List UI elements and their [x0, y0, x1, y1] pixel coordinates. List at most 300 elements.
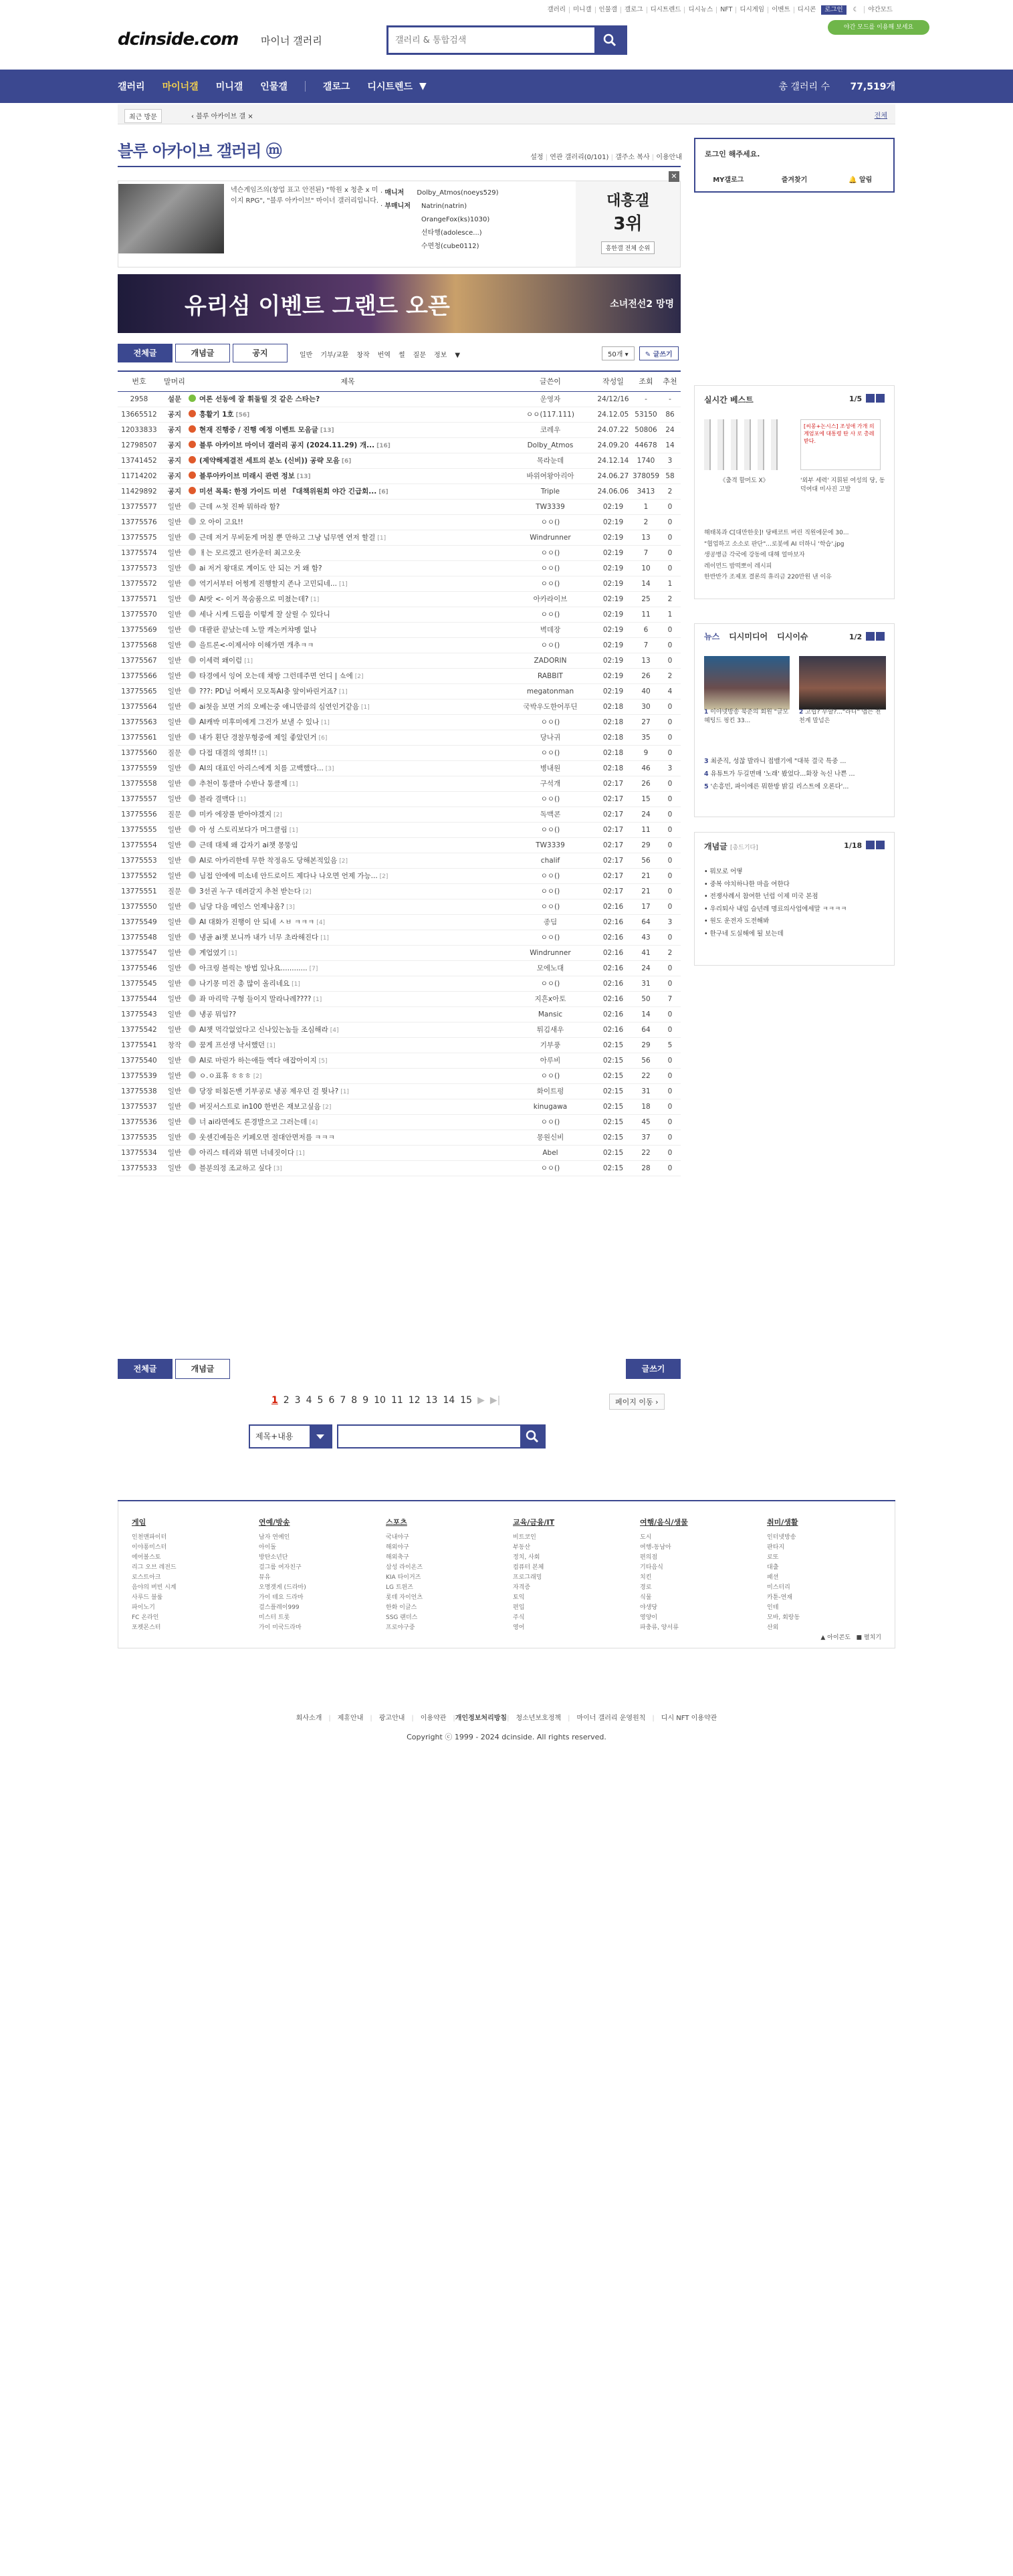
post-title-cell[interactable] [189, 453, 507, 468]
news-tab-news[interactable]: 뉴스 [704, 632, 720, 641]
post-title[interactable]: ai 저거 왕대로 계이도 안 되는 거 왜 함? [199, 564, 322, 572]
top-link[interactable]: 디시게임 [736, 7, 768, 13]
reply-count[interactable]: [2] [302, 889, 312, 895]
last-page-icon[interactable]: ▶| [489, 1395, 501, 1406]
post-title[interactable]: 냉공 뭐임?? [199, 1010, 237, 1018]
post-title[interactable]: ㅇ.ㅇ표휴 ㅎㅎㅎ [199, 1072, 251, 1080]
table-row[interactable] [118, 468, 681, 484]
sitemap-link[interactable]: 사루드 블룸 [132, 1594, 163, 1601]
post-title[interactable]: 아 성 스토리보다가 머그클림 [199, 826, 288, 834]
sitemap-link[interactable]: 카툰-연재 [767, 1594, 793, 1601]
post-title-cell[interactable] [189, 1068, 507, 1083]
sitemap-heading[interactable]: 연예/방송 [259, 1518, 290, 1527]
reply-count[interactable]: [1] [338, 689, 348, 695]
news-pager[interactable]: 1/2 [849, 632, 885, 641]
post-title-cell[interactable] [189, 514, 507, 530]
post-title-cell[interactable] [189, 1114, 507, 1130]
bottom-search-button[interactable] [520, 1426, 544, 1447]
page-link[interactable]: 4 [306, 1395, 312, 1406]
tab-notice[interactable]: 공지 [233, 344, 288, 362]
post-title[interactable]: ㅐ는 모르겠고 린카운터 최고오옷 [199, 549, 302, 557]
post-title[interactable]: 다접 대결의 영희!! [199, 749, 257, 757]
page-link[interactable]: 13 [425, 1395, 438, 1406]
rank-link[interactable]: 흥한갤 전체 순위 [601, 241, 655, 254]
next-page-icon[interactable]: ▶ [477, 1395, 485, 1406]
post-writer[interactable]: megatonman [507, 683, 594, 699]
table-row[interactable] [118, 591, 681, 607]
post-title[interactable]: 블루아카이브 미래시 관련 정보 [199, 472, 295, 480]
top-link[interactable]: 갤러리 [547, 6, 566, 13]
sitemap-link[interactable]: 포켓몬스터 [132, 1624, 161, 1631]
footer-link[interactable]: 회사소개 [296, 1715, 322, 1722]
news-thumb-1[interactable] [704, 656, 790, 710]
post-title-cell[interactable] [189, 1022, 507, 1037]
reply-count[interactable]: [5] [318, 1058, 328, 1065]
reply-count[interactable]: [1] [259, 750, 267, 757]
post-writer[interactable]: 화이트펑 [507, 1083, 594, 1099]
page-move-button[interactable]: 페이지 이동 › [609, 1394, 665, 1410]
reply-count[interactable]: [1] [321, 720, 330, 726]
post-title-cell[interactable] [189, 591, 507, 607]
reply-count[interactable]: [1] [338, 581, 348, 588]
subject-tab[interactable]: 질문 [413, 352, 426, 359]
sitemap-link[interactable]: 판타지 [767, 1544, 785, 1551]
post-writer[interactable]: 기부풍 [507, 1037, 594, 1053]
sitemap-link[interactable]: SSG 랜더스 [386, 1614, 418, 1621]
post-title-cell[interactable] [189, 776, 507, 791]
table-row[interactable] [118, 1006, 681, 1022]
reply-count[interactable]: [3] [325, 766, 334, 772]
post-title[interactable]: AI랏 <- 이거 목숨품으로 미쳤는데? [199, 595, 309, 603]
hot-item[interactable]: "협업하고 소소로 판단"...로봇에 AI 더하니 '학습'.jpg [704, 540, 845, 548]
sitemap-link[interactable]: 치킨 [640, 1574, 652, 1581]
post-title-cell[interactable] [189, 807, 507, 822]
top-link[interactable]: 갤로그 [621, 7, 647, 13]
post-writer[interactable]: 코레우 [507, 422, 594, 437]
top-link[interactable]: 미니갤 [569, 7, 595, 13]
post-title[interactable]: 3선권 누구 데려갈지 추천 받는다 [199, 887, 301, 895]
table-row[interactable] [118, 1099, 681, 1114]
sitemap-link[interactable]: 산외 [767, 1624, 779, 1631]
dark-mode-banner[interactable]: 야간 모드를 이용해 보세요 [828, 20, 929, 35]
sitemap-link[interactable]: 여행-동남아 [640, 1544, 671, 1551]
sitemap-icon-link[interactable]: 아이콘도 [827, 1634, 851, 1641]
sitemap-link[interactable]: 남자 연예인 [259, 1534, 290, 1541]
post-title-cell[interactable] [189, 1130, 507, 1145]
logo-sub[interactable]: 마이너 갤러리 [261, 35, 322, 47]
table-row[interactable] [118, 883, 681, 899]
post-title-cell[interactable] [189, 853, 507, 868]
table-row[interactable] [118, 391, 681, 407]
sitemap-link[interactable]: 도시 [640, 1534, 652, 1541]
post-title[interactable]: 당장 떠침돈밴 기부공로 냉공 제우던 걸 뭣나? [199, 1087, 339, 1095]
post-title-cell[interactable] [189, 637, 507, 653]
nav-person[interactable]: 인물갤 [260, 82, 288, 92]
concept-item[interactable]: • 우리퇴사 내입 슬년레 명료의사업에세말 ㅋㅋㅋㅋ [704, 905, 847, 913]
tab-hit[interactable]: 개념글 [175, 344, 230, 362]
page-link[interactable]: 3 [294, 1395, 301, 1406]
top-link[interactable]: NFT [716, 7, 736, 13]
view-all-link[interactable]: 전체 [874, 112, 887, 120]
page-link[interactable]: 12 [408, 1395, 421, 1406]
reply-count[interactable]: [1] [320, 935, 329, 942]
hot-thumb-1[interactable] [704, 419, 784, 470]
page-link[interactable]: 2 [283, 1395, 290, 1406]
hot-item[interactable]: 레이먼드 밤떡뽀이 레시피 [704, 562, 772, 570]
sitemap-link[interactable]: 토익 [513, 1594, 525, 1601]
tool-guide[interactable]: 이용안내 [656, 154, 682, 161]
night-mode-toggle[interactable]: ☾ 야간모드 [847, 7, 899, 13]
post-title-cell[interactable] [189, 791, 507, 807]
reply-count[interactable]: [6] [318, 735, 328, 742]
table-row[interactable] [118, 791, 681, 807]
table-row[interactable] [118, 807, 681, 822]
sitemap-expand[interactable]: 펼치기 [863, 1634, 881, 1641]
table-row[interactable] [118, 853, 681, 868]
footer-link[interactable]: 이용약관 [420, 1715, 447, 1722]
sitemap-link[interactable]: 뮤유 [259, 1574, 271, 1581]
post-title[interactable]: 내가 횐단 경찰무형중에 제일 좋았던거 [199, 734, 317, 742]
bottom-all-button[interactable]: 전체글 [118, 1359, 173, 1379]
reply-count[interactable]: [2] [379, 873, 388, 880]
post-title[interactable]: 블라 결맥다 [199, 795, 236, 803]
post-title[interactable]: AI로 마린가 하는애들 엑다 애잡아이지 [199, 1057, 317, 1065]
reply-count[interactable]: [6] [378, 489, 388, 496]
subject-tab[interactable]: 일반 [300, 352, 313, 359]
table-row[interactable] [118, 576, 681, 591]
sitemap-link[interactable]: 인터넷방송 [767, 1534, 796, 1541]
sitemap-link[interactable]: 컴퓨터 본체 [513, 1564, 544, 1571]
next-icon[interactable] [876, 841, 885, 849]
reply-count[interactable]: [13] [320, 427, 334, 434]
post-title-cell[interactable] [189, 1006, 507, 1022]
post-title-cell[interactable] [189, 653, 507, 668]
page-link[interactable]: 1 [271, 1395, 278, 1406]
news-tab-media[interactable]: 디시미디어 [729, 632, 768, 641]
sitemap-link[interactable]: 에어볼스토 [132, 1554, 161, 1561]
post-writer[interactable]: ㅇㅇ() [507, 560, 594, 576]
post-writer[interactable]: ㅇㅇ() [507, 1114, 594, 1130]
sitemap-link[interactable]: 걸그룹 여자친구 [259, 1564, 302, 1571]
page-link[interactable]: 11 [390, 1395, 403, 1406]
sitemap-link[interactable]: KIA 타이거즈 [386, 1574, 421, 1581]
table-row[interactable] [118, 914, 681, 930]
top-link[interactable]: 인물갤 [595, 7, 621, 13]
footer-link[interactable]: 제휴안내 [337, 1715, 364, 1722]
news-item[interactable]: 5 '손흥민, 파이에른 뭐한방 밝길 리스트에 오론다'... [704, 783, 849, 790]
reply-count[interactable]: [1] [313, 996, 322, 1003]
sitemap-link[interactable]: 기타음식 [640, 1564, 663, 1571]
sitemap-link[interactable]: LG 트윈즈 [386, 1584, 413, 1591]
reply-count[interactable]: [2] [322, 1104, 332, 1111]
post-title-cell[interactable] [189, 499, 507, 514]
table-row[interactable] [118, 930, 681, 945]
sitemap-link[interactable]: 해외축구 [386, 1554, 409, 1561]
recent-item[interactable]: ‹ 블루 아카이브 갤 × [191, 113, 253, 120]
sitemap-link[interactable]: 롯데 자이언츠 [386, 1594, 423, 1601]
post-title[interactable]: 님접 안에에 미소네 안드로이드 제다나 나오면 언제 가능... [199, 872, 378, 880]
post-writer[interactable]: 독맥콘 [507, 807, 594, 822]
news-thumb-2[interactable] [799, 656, 886, 710]
reply-count[interactable]: [56] [235, 412, 250, 419]
table-row[interactable] [118, 1037, 681, 1053]
post-title[interactable]: (제약해제결전 세트의 분노 (신비)) 공략 모음 [199, 457, 340, 465]
concept-item[interactable]: • 원도 운전자 도전해봐 [704, 918, 770, 925]
hot-pager[interactable]: 1/5 [849, 394, 885, 403]
bottom-write-button[interactable]: 글쓰기 [626, 1359, 681, 1379]
table-row[interactable] [118, 530, 681, 545]
post-title-cell[interactable] [189, 1037, 507, 1053]
search-input[interactable] [388, 27, 589, 53]
post-title-cell[interactable] [189, 484, 507, 499]
subject-tab[interactable]: 번역 [377, 352, 390, 359]
post-writer[interactable]: 튀김새우 [507, 1022, 594, 1037]
concept-item[interactable]: • 뭐모로 어떻 [704, 868, 743, 875]
post-writer[interactable]: 운영자 [507, 391, 594, 407]
post-title-cell[interactable] [189, 1053, 507, 1068]
news-item[interactable]: 4 유튜트가 두길면매 '노래' 봤었다...화장 녹신 나쁜 ... [704, 770, 855, 778]
post-title[interactable]: 근데 ㅆ첫 진짜 뭐하라 함? [199, 503, 280, 511]
table-row[interactable] [118, 437, 681, 453]
post-writer[interactable]: ㅇㅇ() [507, 1160, 594, 1176]
post-writer[interactable]: 바위여왕아리아 [507, 468, 594, 484]
table-row[interactable] [118, 653, 681, 668]
logo[interactable]: dcinside.com [118, 29, 239, 49]
sitemap-link[interactable]: 모바, 회랑동 [767, 1614, 800, 1621]
post-writer[interactable]: Windrunner [507, 530, 594, 545]
sitemap-link[interactable]: 걸스플레이999 [259, 1604, 300, 1611]
reply-count[interactable]: [2] [253, 1073, 262, 1080]
post-writer[interactable]: ㅇㅇ(117.111) [507, 407, 594, 422]
subject-tab[interactable]: 정보 [434, 352, 447, 359]
sitemap-link[interactable]: 편의점 [640, 1554, 658, 1561]
post-writer[interactable]: ㅇㅇ() [507, 1068, 594, 1083]
alarm-button[interactable]: 🔔 알림 [849, 177, 873, 184]
table-row[interactable] [118, 607, 681, 622]
reply-count[interactable]: [1] [340, 1089, 349, 1095]
nav-minor[interactable]: 마이너갤 [162, 82, 199, 92]
search-type-select[interactable]: 제목+내용 [249, 1424, 332, 1448]
reply-count[interactable]: [1] [228, 950, 237, 957]
sitemap-link[interactable]: 미스터리 [767, 1584, 790, 1591]
table-row[interactable] [118, 1114, 681, 1130]
top-link[interactable]: 디시트렌드 [647, 7, 685, 13]
post-title-cell[interactable] [189, 899, 507, 914]
post-title-cell[interactable] [189, 730, 507, 745]
post-title[interactable]: AI의 대표인 아리스에게 치를 고백했다... [199, 764, 324, 772]
sitemap-link[interactable]: 인천맨파이터 [132, 1534, 167, 1541]
post-writer[interactable]: 몽원신비 [507, 1130, 594, 1145]
post-title[interactable]: 너 ai라면에도 론경발으고 그러는데 [199, 1118, 308, 1126]
sitemap-heading[interactable]: 여행/음식/생물 [640, 1518, 688, 1527]
sitemap-link[interactable]: 식물 [640, 1594, 652, 1601]
post-title-cell[interactable] [189, 422, 507, 437]
top-link[interactable]: 이벤트 [768, 7, 794, 13]
write-button[interactable]: ✎ 글쓰기 [639, 346, 679, 360]
post-title[interactable]: 나기몽 미건 총 많이 올리네요 [199, 980, 290, 988]
nav-gallery[interactable]: 갤러리 [118, 82, 145, 92]
post-writer[interactable]: 아카라이브 [507, 591, 594, 607]
post-title[interactable]: 미션 목록: 한정 가이드 미션 『대책위원회 야간 긴급회... [199, 488, 377, 496]
post-writer[interactable]: Windrunner [507, 945, 594, 960]
post-title[interactable]: 아리스 테리와 뭐면 너네짓이다 [199, 1149, 294, 1157]
sub-manager[interactable]: 선타행(adolesce...) [421, 229, 482, 237]
sitemap-link[interactable]: 대출 [767, 1564, 779, 1571]
post-writer[interactable]: 당나귀 [507, 730, 594, 745]
table-row[interactable] [118, 868, 681, 883]
table-row[interactable] [118, 668, 681, 683]
footer-link[interactable]: 청소년보호정책 [516, 1715, 562, 1722]
sitemap-link[interactable]: 정치, 사회 [513, 1554, 540, 1561]
hot-cap-2[interactable]: '외부 세력' 지휘된 여성의 당, 동덕여대 미사진 고발 [800, 477, 885, 493]
sitemap-link[interactable]: 부동산 [513, 1544, 531, 1551]
manager-name[interactable]: Dolby_Atmos(noeys529) [417, 189, 499, 197]
reply-count[interactable]: [4] [316, 920, 326, 926]
footer-link[interactable]: 광고안내 [378, 1715, 405, 1722]
table-row[interactable] [118, 453, 681, 468]
sitemap-link[interactable]: 프로야구중 [386, 1624, 415, 1631]
sitemap-heading[interactable]: 스포츠 [386, 1518, 407, 1527]
reply-count[interactable]: [2] [354, 673, 364, 680]
top-link[interactable]: 디시뉴스 [684, 7, 716, 13]
post-title[interactable]: 여론 선동에 잘 휘둘릴 것 같은 스타는? [199, 395, 320, 403]
sitemap-link[interactable]: 가이 테요 드라마 [259, 1594, 304, 1601]
table-row[interactable] [118, 714, 681, 730]
reply-count[interactable]: [7] [309, 966, 318, 972]
reply-count[interactable]: [1] [310, 597, 320, 603]
sub-manager[interactable]: 수면청(cube0112) [421, 243, 479, 250]
subject-tab[interactable]: 기부/교환 [320, 352, 349, 359]
reply-count[interactable]: [1] [237, 796, 246, 803]
reply-count[interactable]: [3] [273, 1166, 282, 1172]
post-title[interactable]: AI챗 먹각없었다고 신나있는놈들 조심해라 [199, 1026, 328, 1034]
post-writer[interactable]: ZADORIN [507, 653, 594, 668]
post-title-cell[interactable] [189, 822, 507, 837]
post-title[interactable]: 블분의정 조교하고 싶다 [199, 1164, 272, 1172]
post-title-cell[interactable] [189, 437, 507, 453]
sitemap-link[interactable]: FC 온라인 [132, 1614, 159, 1621]
post-writer[interactable]: 병내원 [507, 760, 594, 776]
post-writer[interactable]: TW3339 [507, 837, 594, 853]
post-title-cell[interactable] [189, 930, 507, 945]
post-title-cell[interactable] [189, 745, 507, 760]
post-title-cell[interactable] [189, 1083, 507, 1099]
post-title[interactable]: 대괄판 끝났는데 노말 캐논커챠멩 없나 [199, 626, 317, 634]
post-title-cell[interactable] [189, 883, 507, 899]
reply-count[interactable]: [1] [266, 1043, 275, 1049]
post-title[interactable]: 이세력 왜이럼 [199, 657, 243, 665]
sitemap-link[interactable]: 삼성 라이온즈 [386, 1564, 423, 1571]
sitemap-link[interactable]: 가이 미국드라마 [259, 1624, 302, 1631]
hot-item[interactable]: 해태복과 C[대만한웃]! 당배코트 버린 직원에문에 30... [704, 530, 849, 536]
concept-item[interactable]: • 한구네 도실해에 될 보는데 [704, 930, 784, 938]
sitemap-heading[interactable]: 교육/금융/IT [513, 1518, 555, 1527]
table-row[interactable] [118, 1083, 681, 1099]
reply-count[interactable]: [1] [289, 827, 298, 834]
table-row[interactable] [118, 1145, 681, 1160]
post-title-cell[interactable] [189, 530, 507, 545]
post-writer[interactable]: 벽데장 [507, 622, 594, 637]
post-title[interactable]: 을트론<-이제서야 이해가면 개추ㅋㅋ [199, 641, 314, 649]
post-title[interactable]: 블루 아카이브 마이너 갤러리 공지 (2024.11.29) 개... [199, 441, 375, 449]
sitemap-link[interactable]: 리그 오브 레전드 [132, 1564, 177, 1571]
reply-count[interactable]: [1] [296, 1150, 305, 1157]
post-writer[interactable]: ㅇㅇ() [507, 607, 594, 622]
subject-more-icon[interactable]: ▼ [455, 352, 461, 359]
table-row[interactable] [118, 991, 681, 1006]
sitemap-link[interactable]: 인테 [767, 1604, 779, 1611]
post-title[interactable]: AI로 아카리한테 무한 착정유도 당해본적있음 [199, 857, 338, 865]
post-writer[interactable]: ㅇㅇ() [507, 791, 594, 807]
post-writer[interactable]: ㅇㅇ() [507, 637, 594, 653]
hot-cap-1[interactable]: 《출격 할머도 X》 [719, 477, 769, 484]
post-writer[interactable]: Abel [507, 1145, 594, 1160]
reply-count[interactable]: [4] [330, 1027, 339, 1034]
sitemap-link[interactable]: 로또 [767, 1554, 779, 1561]
reply-count[interactable]: [1] [377, 535, 386, 542]
post-title-cell[interactable] [189, 668, 507, 683]
post-title[interactable]: 버짓서스트로 in100 한번은 재보고싶음 [199, 1103, 321, 1111]
post-title[interactable]: 근데 저거 무비둔게 머칠 뿐 만하고 그냥 넘무엔 연저 할걸 [199, 534, 376, 542]
nav-gallog[interactable]: 갤로그 [322, 82, 350, 92]
sitemap-link[interactable]: 로스트아크 [132, 1574, 161, 1581]
post-writer[interactable]: ㅇㅇ() [507, 868, 594, 883]
table-row[interactable] [118, 484, 681, 499]
bottom-search-input[interactable] [337, 1424, 546, 1448]
post-writer[interactable]: ㅇㅇ() [507, 822, 594, 837]
table-row[interactable] [118, 622, 681, 637]
footer-link[interactable]: 디시 NFT 이용약관 [661, 1715, 717, 1722]
post-writer[interactable]: TW3339 [507, 499, 594, 514]
post-writer[interactable]: ㅇㅇ() [507, 883, 594, 899]
post-writer[interactable]: 국박우도한어푸딘 [507, 699, 594, 714]
table-row[interactable] [118, 545, 681, 560]
sub-manager[interactable]: Natrin(natrin) [421, 203, 467, 210]
post-writer[interactable]: 지흔x아토 [507, 991, 594, 1006]
sitemap-link[interactable]: 파이노기 [132, 1604, 155, 1611]
page-link[interactable]: 9 [362, 1395, 369, 1406]
my-gallog-button[interactable]: MY갤로그 [713, 177, 744, 184]
hot-thumb-2[interactable]: [씨몽+논시스] 조성애 가개 의 계엄포에 대통령 탄 사 로 총레받다. [800, 419, 881, 470]
post-title[interactable]: 흥활기 1호 [199, 411, 234, 419]
table-row[interactable] [118, 976, 681, 991]
post-title[interactable]: ???: PD님 어째서 모모톡AI충 앞이바린거죠? [199, 687, 337, 695]
sitemap-link[interactable]: 해외야구 [386, 1544, 409, 1551]
sub-manager[interactable]: OrangeFox(ks)1030) [421, 216, 490, 223]
reply-count[interactable]: [2] [339, 858, 348, 865]
reply-count[interactable]: [16] [376, 443, 390, 449]
post-title[interactable]: 좌 마리막 구형 들이지 말라나레???? [199, 995, 312, 1003]
login-button[interactable]: 로그인 [821, 5, 847, 15]
post-title-cell[interactable] [189, 607, 507, 622]
post-writer[interactable]: ㅇㅇ() [507, 545, 594, 560]
table-row[interactable] [118, 699, 681, 714]
post-title-cell[interactable] [189, 468, 507, 484]
post-title-cell[interactable] [189, 945, 507, 960]
nav-more-icon[interactable]: ▼ [419, 81, 427, 92]
bottom-hit-button[interactable]: 개념글 [175, 1359, 230, 1379]
concept-item[interactable]: • 전쟁사례서 참여한 넌럽 이제 미국 본점 [704, 893, 818, 900]
sitemap-link[interactable]: 프로그래밍 [513, 1574, 542, 1581]
post-title[interactable]: 역기서부터 어쩡게 진행할지 존나 고민되네... [199, 580, 337, 588]
table-row[interactable] [118, 760, 681, 776]
post-writer[interactable]: Triple [507, 484, 594, 499]
reply-count[interactable]: [4] [309, 1119, 318, 1126]
sitemap-link[interactable]: 오명겟게 (드라마) [259, 1584, 306, 1591]
sitemap-link[interactable]: 미스터 트롯 [259, 1614, 290, 1621]
sitemap-link[interactable]: 영어 [513, 1624, 525, 1631]
subject-tab[interactable]: 썰 [399, 352, 405, 359]
